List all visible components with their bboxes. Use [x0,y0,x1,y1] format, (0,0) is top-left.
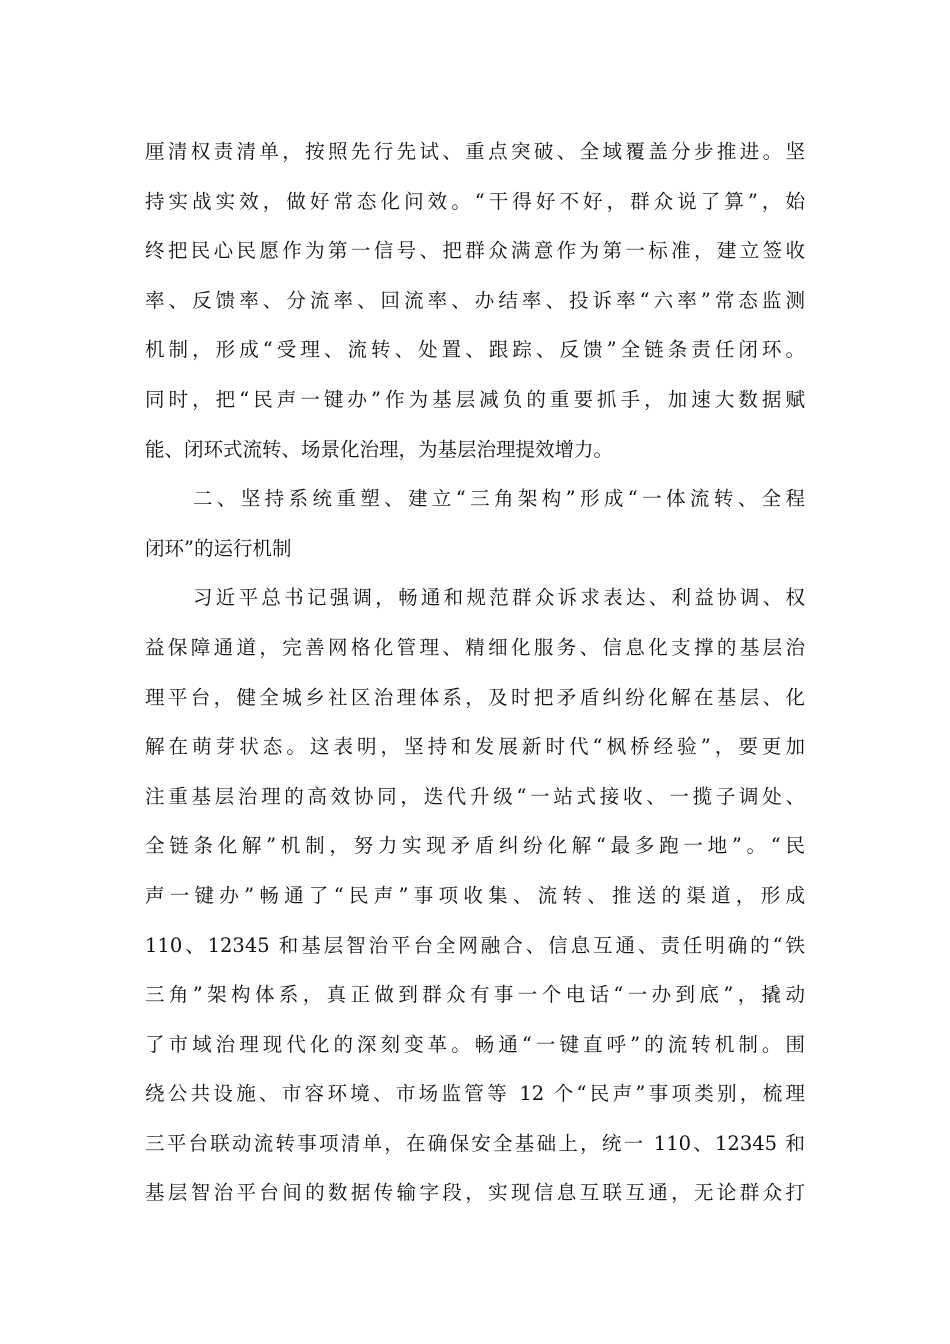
text-line: 能、闭环式流转、场景化治理，为基层治理提效增力。 [145,437,614,461]
text-line: 基层智治平台间的数据传输字段，实现信息互联互通，无论群众打 [145,1181,805,1205]
text-line: 三平台联动流转事项清单，在确保安全基础上，统一 110、12345 和 [145,1131,805,1155]
text-line: 习近平总书记强调，畅通和规范群众诉求表达、利益协调、权 [193,586,805,610]
text-line: 110、12345 和基层智治平台全网融合、信息互通、责任明确的“铁 [145,933,805,957]
text-line: 了市域治理现代化的深刻变革。畅通“一键直呼”的流转机制。围 [145,1032,805,1056]
section-heading-line: 闭环”的运行机制 [145,536,292,560]
text-line: 率、反馈率、分流率、回流率、办结率、投诉率“六率”常态监测 [145,288,805,312]
text-line: 终把民心民愿作为第一信号、把群众满意作为第一标准，建立签收 [145,239,805,263]
text-line: 全链条化解”机制，努力实现矛盾纠纷化解“最多跑一地”。“民 [145,834,805,858]
text-line: 三角”架构体系，真正做到群众有事一个电话“一办到底”，撬动 [145,983,805,1007]
text-line: 益保障通道，完善网格化管理、精细化服务、信息化支撑的基层治 [145,635,805,659]
text-line: 解在萌芽状态。这表明，坚持和发展新时代“枫桥经验”，要更加 [145,735,805,759]
text-line: 持实战实效，做好常态化问效。“干得好不好，群众说了算”，始 [145,189,805,213]
text-line: 同时，把“民声一键办”作为基层减负的重要抓手，加速大数据赋 [145,387,805,411]
text-line: 声一键办”畅通了“民声”事项收集、流转、推送的渠道，形成 [145,883,805,907]
text-line: 厘清权责清单，按照先行先试、重点突破、全域覆盖分步推进。坚 [145,140,805,163]
text-line: 机制，形成“受理、流转、处置、跟踪、反馈”全链条责任闭环。 [145,338,805,362]
text-line: 注重基层治理的高效协同，迭代升级“一站式接收、一揽子调处、 [145,784,805,808]
text-line: 绕公共设施、市容环境、市场监管等 12 个“民声”事项类别，梳理 [145,1082,805,1106]
body-text [145,127,805,1218]
text-line: 理平台，健全城乡社区治理体系，及时把矛盾纠纷化解在基层、化 [145,685,805,709]
section-heading-line: 二、坚持系统重塑、建立“三角架构”形成“一体流转、全程 [193,487,805,511]
